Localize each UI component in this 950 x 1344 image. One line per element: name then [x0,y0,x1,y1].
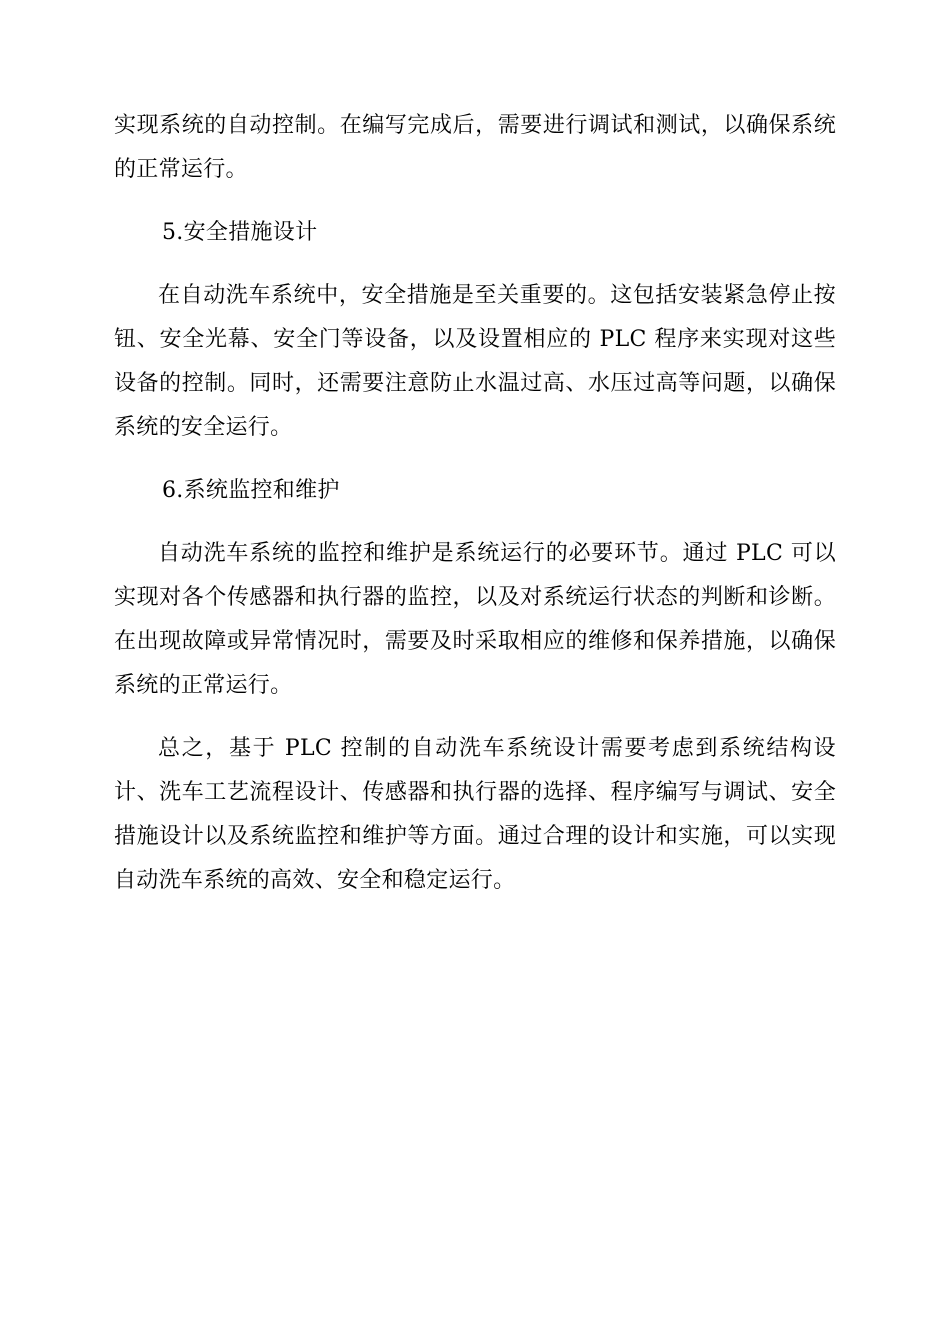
paragraph-safety: 在自动洗车系统中，安全措施是至关重要的。这包括安装紧急停止按钮、安全光幕、安全门等设备，以及设置相应的 PLC 程序来实现对这些设备的控制。同时，还需要注意防止水温过高、水压过高等问题，以确保系统的安全运行。 [114,283,836,440]
paragraph-continuation: 实现系统的自动控制。在编写完成后，需要进行调试和测试，以确保系统的正常运行。 [114,113,836,182]
paragraph-monitoring: 自动洗车系统的监控和维护是系统运行的必要环节。通过 PLC 可以实现对各个传感器和执行器的监控，以及对系统运行状态的判断和诊断。在出现故障或异常情况时，需要及时采取相应的维修和保养措施，以确保系统的正常运行。 [114,541,836,698]
document-body [114,104,836,922]
section-heading-safety: 5.安全措施设计 [162,220,318,245]
paragraph-summary: 总之，基于 PLC 控制的自动洗车系统设计需要考虑到系统结构设计、洗车工艺流程设计、传感器和执行器的选择、程序编写与调试、安全措施设计以及系统监控和维护等方面。通过合理的设计和实施，可以实现自动洗车系统的高效、安全和稳定运行。 [114,736,836,893]
section-heading-monitoring: 6.系统监控和维护 [162,478,340,503]
